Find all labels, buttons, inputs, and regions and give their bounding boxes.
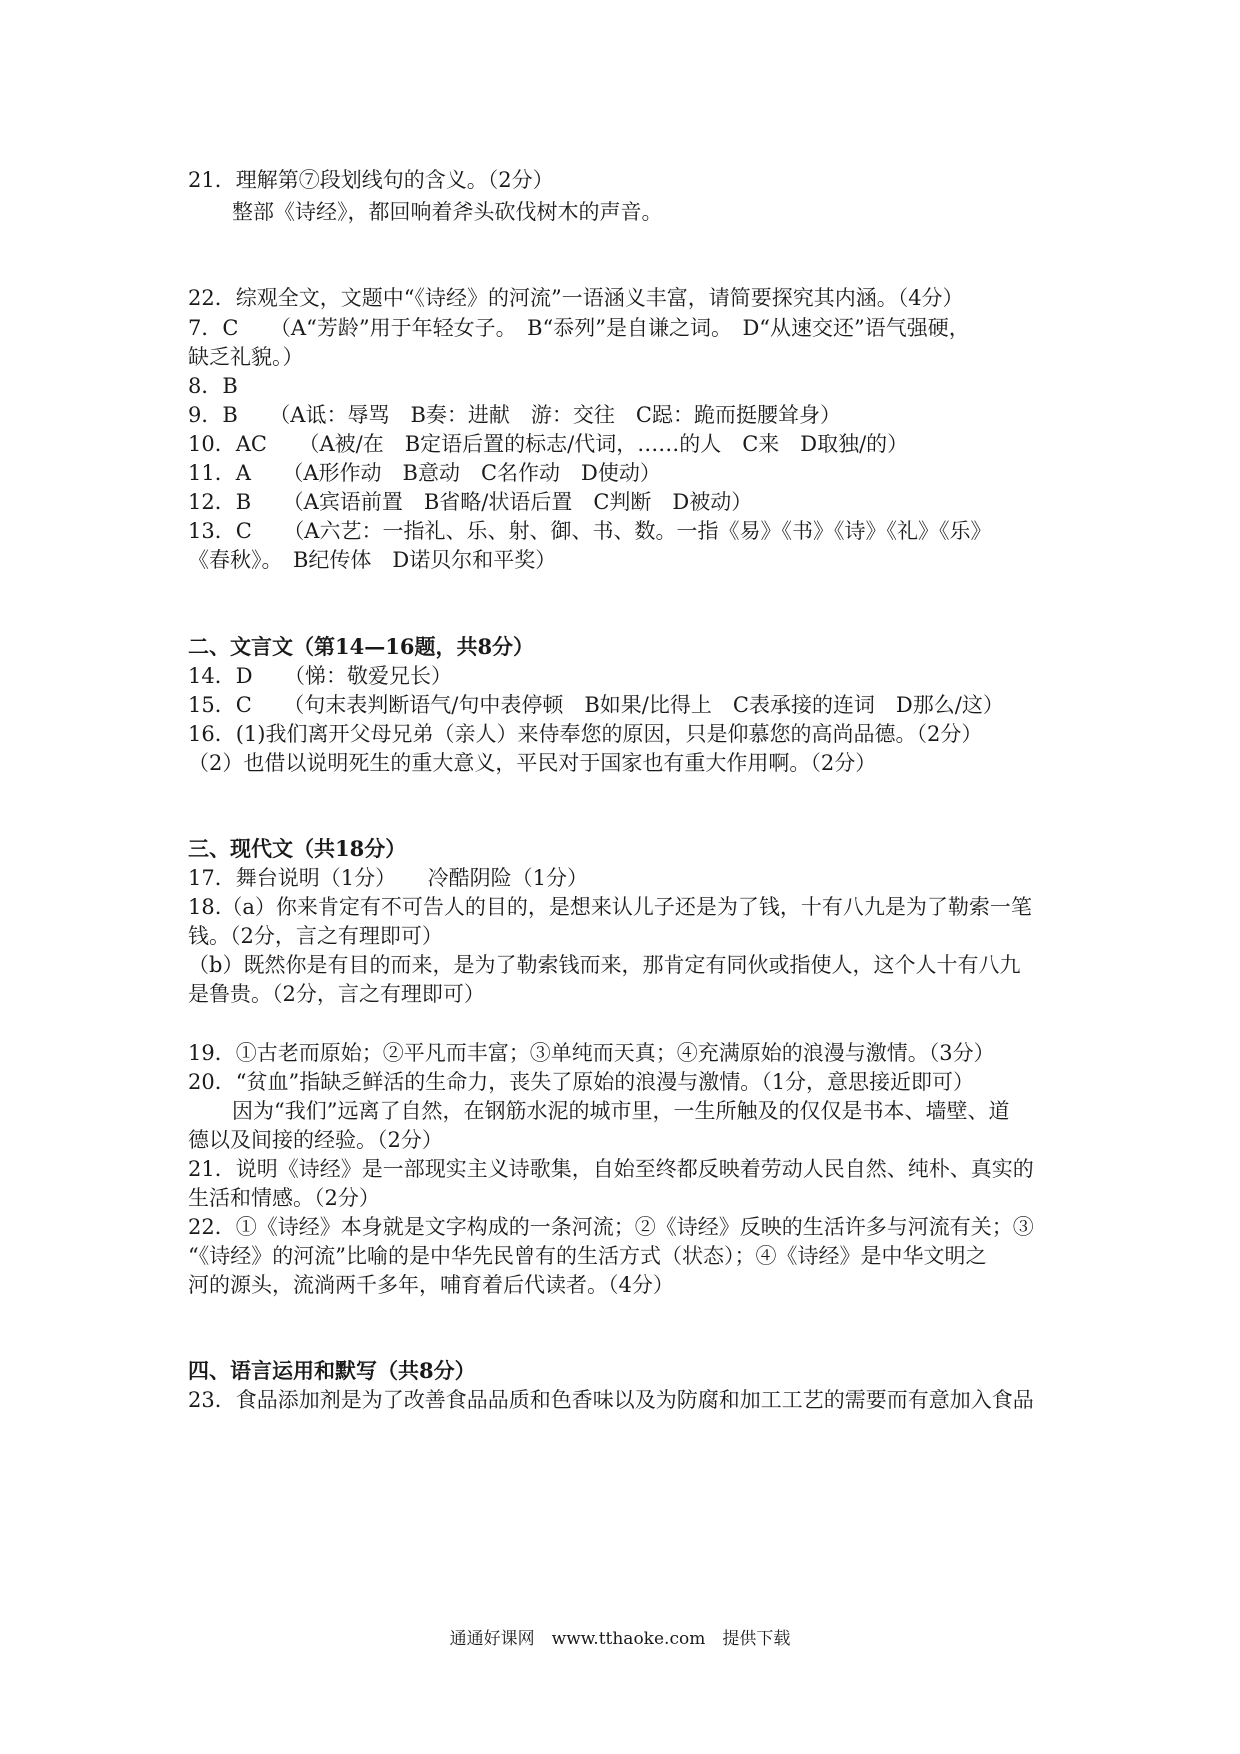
answer-17: 17．舞台说明（1分） 冷酷阴险（1分） — [188, 866, 588, 890]
question-22: 22．综观全文，文题中“《诗经》的河流”一语涵义丰富，请简要探究其内涵。（4分） — [188, 286, 964, 310]
answer-19: 19．①古老而原始；②平凡而丰富；③单纯而天真；④充满原始的浪漫与激情。（3分） — [188, 1041, 995, 1065]
section-heading-classical: 二、文言文（第14—16题，共8分） — [188, 634, 535, 659]
answer-16-1: 16．(1)我们离开父母兄弟（亲人）来侍奉您的原因，只是仰慕您的高尚品德。（2分） — [188, 722, 983, 746]
answer-22-cont-1: “《诗经》的河流”比喻的是中华先民曾有的生活方式（状态）；④《诗经》是中华文明之 — [188, 1244, 987, 1268]
answer-21: 21．说明《诗经》是一部现实主义诗歌集，自始至终都反映着劳动人民自然、纯朴、真实的 — [188, 1157, 1034, 1181]
answer-16-2: （2）也借以说明死生的重大意义，平民对于国家也有重大作用啊。（2分） — [188, 751, 877, 775]
answer-20-cont: 德以及间接的经验。（2分） — [188, 1128, 443, 1152]
answer-21-cont: 生活和情感。（2分） — [188, 1186, 380, 1210]
answer-7-cont: 缺乏礼貌。） — [188, 345, 304, 369]
answer-14: 14．D （悌：敬爱兄长） — [188, 664, 453, 688]
answer-18b: （b）既然你是有目的而来，是为了勒索钱而来，那肯定有同伙或指使人，这个人十有八九 — [188, 953, 1021, 977]
question-21: 21．理解第⑦段划线句的含义。（2分） — [188, 168, 554, 192]
answer-18b-cont: 是鲁贵。（2分，言之有理即可） — [188, 982, 485, 1006]
answer-10: 10．AC （A被/在 B定语后置的标志/代词，……的人 C来 D取独/的） — [188, 432, 909, 456]
answer-15: 15．C （句末表判断语气/句中表停顿 B如果/比得上 C表承接的连词 D那么/这） — [188, 693, 1004, 717]
answer-13: 13．C （A六艺：一指礼、乐、射、御、书、数。一指《易》《书》《诗》《礼》《乐》 — [188, 519, 992, 543]
section-heading-modern: 三、现代文（共18分） — [188, 836, 407, 861]
answer-22-cont-2: 河的源头，流淌两千多年，哺育着后代读者。（4分） — [188, 1273, 674, 1297]
answer-11: 11．A （A形作动 B意动 C名作动 D使动） — [188, 461, 661, 485]
section-heading-language: 四、语言运用和默写（共8分） — [188, 1358, 476, 1383]
answer-7: 7．C （A“芳龄”用于年轻女子。 B“忝列”是自谦之词。 D“从速交还”语气强硬， — [188, 316, 970, 340]
answer-23: 23．食品添加剂是为了改善食品品质和色香味以及为防腐和加工工艺的需要而有意加入食品 — [188, 1388, 1034, 1412]
answer-20: 20．“贫血”指缺乏鲜活的生命力，丧失了原始的浪漫与激情。（1分，意思接近即可） — [188, 1070, 975, 1094]
answer-12: 12．B （A宾语前置 B省略/状语后置 C判断 D被动） — [188, 490, 753, 514]
answer-8: 8．B — [188, 374, 238, 398]
answer-22: 22．①《诗经》本身就是文字构成的一条河流；②《诗经》反映的生活许多与河流有关；③ — [188, 1215, 1034, 1239]
answer-13-cont: 《春秋》。 B纪传体 D诺贝尔和平奖） — [188, 548, 557, 572]
answer-9: 9．B （A诋：辱骂 B奏：进献 游：交往 C跽：跪而挺腰耸身） — [188, 403, 841, 427]
question-21-quote: 整部《诗经》，都回响着斧头砍伐树木的声音。 — [232, 200, 663, 224]
answer-18a-cont: 钱。（2分，言之有理即可） — [188, 924, 443, 948]
page-footer: 通通好课网 www.tthaoke.com 提供下载 — [449, 1629, 791, 1649]
answer-20-reason: 因为“我们”远离了自然，在钢筋水泥的城市里，一生所触及的仅仅是书本、墙壁、道 — [232, 1099, 1010, 1123]
answer-18a: 18.（a）你来肯定有不可告人的目的，是想来认儿子还是为了钱，十有八九是为了勒索一笔 — [188, 895, 1032, 919]
